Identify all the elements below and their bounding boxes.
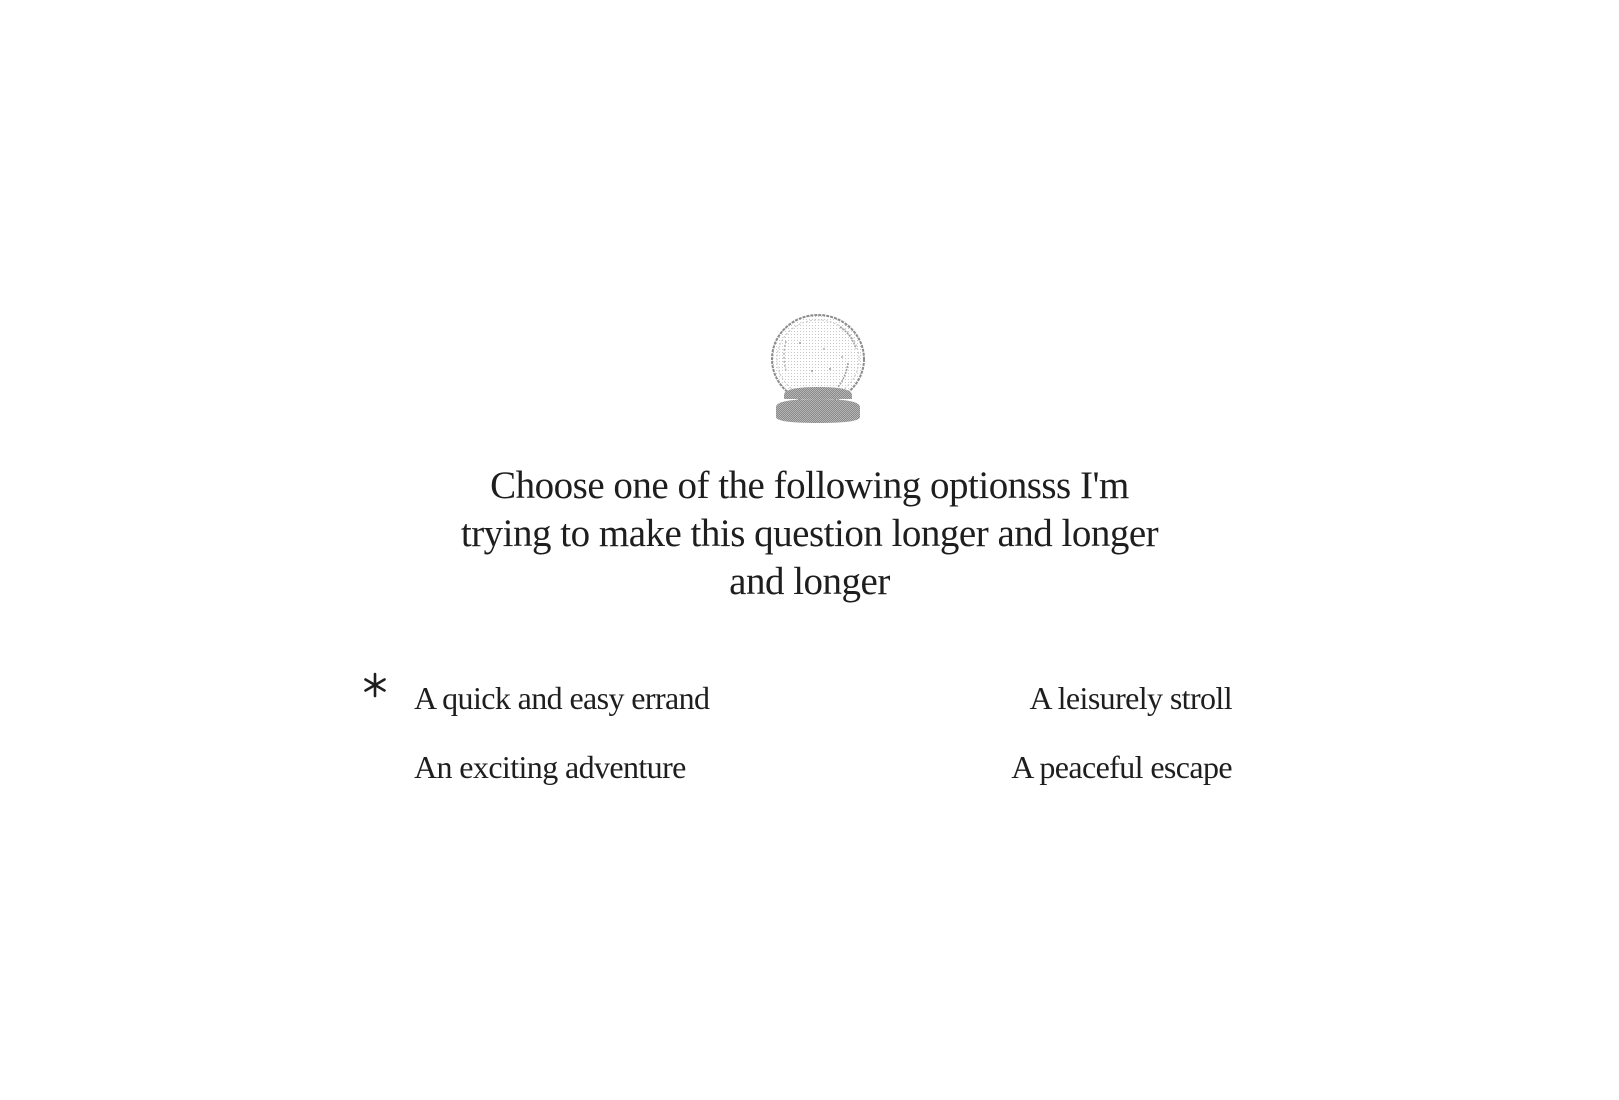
question-text: Choose one of the following optionsss I'm trying to make this question longer and longer and longer [460,464,1159,603]
asterisk-icon [362,672,388,698]
option-peaceful-escape[interactable]: A peaceful escape [1011,749,1232,785]
option-quick-errand[interactable]: A quick and easy errand [414,680,710,716]
option-exciting-adventure[interactable]: An exciting adventure [414,749,686,785]
option-leisurely-stroll[interactable]: A leisurely stroll [1029,680,1232,716]
